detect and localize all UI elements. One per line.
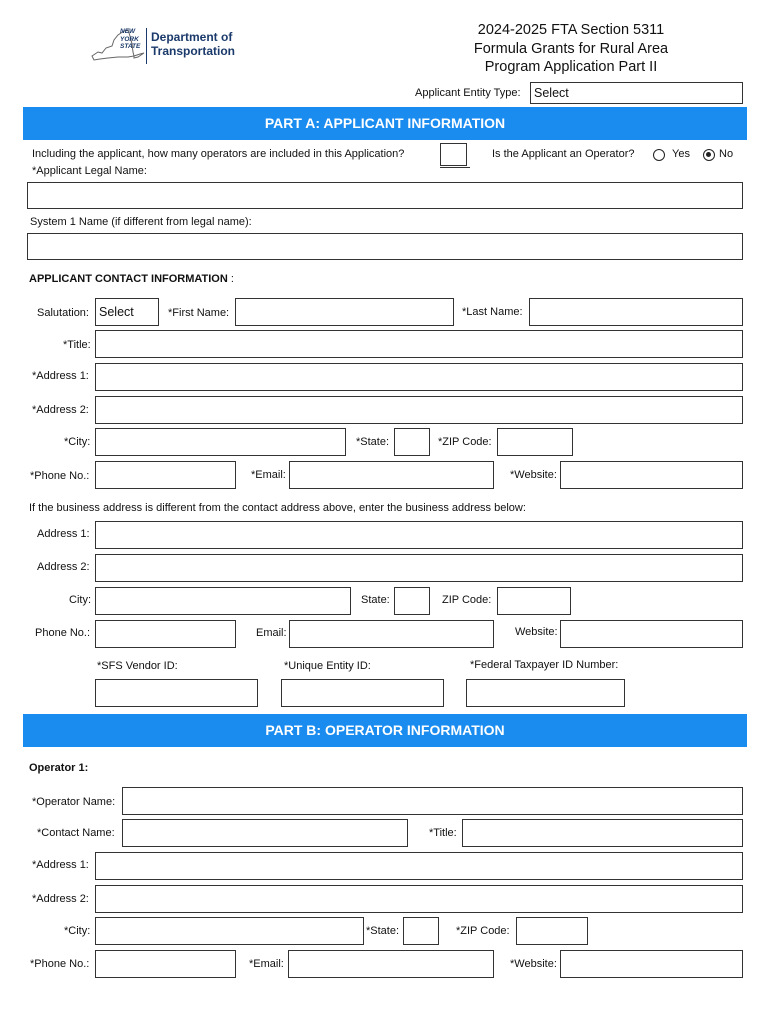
contact-heading-text: APPLICANT CONTACT INFORMATION [29,273,228,285]
operator-name-input[interactable] [122,787,743,815]
operators-count-input[interactable] [440,143,467,166]
operator-no-label: No [719,148,734,160]
last-name-input[interactable] [529,298,743,326]
first-name-input[interactable] [235,298,454,326]
website-input[interactable] [560,461,743,489]
operator-city-input[interactable] [95,917,364,945]
last-name-label: *Last Name: [462,306,523,318]
zip-label: *ZIP Code: [438,436,492,448]
phone-input[interactable] [95,461,236,489]
business-address1-label: Address 1: [37,528,90,540]
first-name-label: *First Name: [168,307,230,319]
logo-dept-line2: Transportation [151,44,236,58]
operator-zip-label: *ZIP Code: [456,925,510,937]
city-input[interactable] [95,428,346,456]
unique-entity-id-label: *Unique Entity ID: [284,660,371,672]
part-a-heading: PART A: APPLICANT INFORMATION [23,107,747,140]
unique-entity-id-input[interactable] [281,679,444,707]
address2-label: *Address 2: [32,404,89,416]
operators-count-underline [440,167,470,168]
business-city-label: City: [69,594,91,606]
address1-input[interactable] [95,363,743,391]
is-operator-question: Is the Applicant an Operator? [492,148,635,160]
operator-no-radio[interactable] [703,149,715,161]
operator-email-input[interactable] [288,950,494,978]
business-email-input[interactable] [289,620,494,648]
logo-state-line3: STATE [120,43,141,50]
operator-contact-name-label: *Contact Name: [37,827,115,839]
business-website-input[interactable] [560,620,743,648]
operator-address1-input[interactable] [95,852,743,880]
title-label: *Title: [63,339,91,351]
operator-city-label: *City: [64,925,91,937]
business-address-note: If the business address is different from the contact address above, enter the business address below: [29,502,526,514]
website-label: *Website: [510,469,557,481]
operator-phone-input[interactable] [95,950,236,978]
operator-address1-label: *Address 1: [32,859,89,871]
operator-name-label: *Operator Name: [32,796,116,808]
operator-title-label: *Title: [429,827,457,839]
operator-website-input[interactable] [560,950,743,978]
operator-1-heading: Operator 1: [29,762,89,774]
entity-type-label: Applicant Entity Type: [415,87,521,99]
business-address2-label: Address 2: [37,561,90,573]
operator-website-label: *Website: [510,958,557,970]
nys-dot-logo [88,26,248,70]
legal-name-input[interactable] [27,182,743,209]
email-input[interactable] [289,461,494,489]
business-address2-input[interactable] [95,554,743,582]
zip-input[interactable] [497,428,573,456]
email-label: *Email: [251,469,286,481]
business-city-input[interactable] [95,587,351,615]
business-phone-input[interactable] [95,620,236,648]
operator-yes-label: Yes [672,148,690,160]
business-zip-label: ZIP Code: [442,594,492,606]
operator-address2-input[interactable] [95,885,743,913]
business-email-label: Email: [256,627,287,639]
operator-state-label: *State: [366,925,400,937]
operator-yes-radio[interactable] [653,149,665,161]
operator-phone-label: *Phone No.: [30,958,90,970]
business-phone-label: Phone No.: [35,627,91,639]
form-title [440,21,702,77]
sfs-vendor-id-input[interactable] [95,679,258,707]
operator-state-input[interactable] [403,917,439,945]
title-line-3: Program Application Part II [484,59,658,75]
federal-taxpayer-id-label: *Federal Taxpayer ID Number: [470,659,619,671]
operator-contact-name-input[interactable] [122,819,408,847]
system-name-label: System 1 Name (if different from legal name): [30,216,252,228]
state-input[interactable] [394,428,430,456]
business-address1-input[interactable] [95,521,743,549]
logo-divider [146,28,147,64]
business-zip-input[interactable] [497,587,571,615]
sfs-vendor-id-label: *SFS Vendor ID: [97,660,178,672]
state-label: *State: [356,436,390,448]
title-input[interactable] [95,330,743,358]
phone-label: *Phone No.: [30,470,90,482]
business-state-input[interactable] [394,587,430,615]
address2-input[interactable] [95,396,743,424]
logo-state-line2: YORK [120,35,139,43]
logo-dept-line1: Department of [151,30,233,44]
business-website-label: Website: [515,626,558,638]
business-state-label: State: [361,594,390,606]
operators-count-question: Including the applicant, how many operators are included in this Application? [32,148,405,160]
address1-label: *Address 1: [32,370,89,382]
city-label: *City: [64,436,91,448]
salutation-label: Salutation: [37,307,89,319]
legal-name-label: *Applicant Legal Name: [32,165,147,177]
federal-taxpayer-id-input[interactable] [466,679,625,707]
title-line-2: Formula Grants for Rural Area [473,40,669,57]
operator-title-input[interactable] [462,819,743,847]
title-line-1: 2024-2025 FTA Section 5311 [477,22,665,38]
logo-state-line1: NEW [120,28,136,35]
contact-heading-colon: : [227,273,234,285]
operator-zip-input[interactable] [516,917,588,945]
salutation-select[interactable]: Select [95,298,159,326]
part-b-heading: PART B: OPERATOR INFORMATION [23,714,747,747]
contact-info-heading [29,273,234,285]
system-name-input[interactable] [27,233,743,260]
operator-email-label: *Email: [249,958,284,970]
entity-type-select[interactable]: Select [530,82,743,104]
operator-address2-label: *Address 2: [32,893,89,905]
